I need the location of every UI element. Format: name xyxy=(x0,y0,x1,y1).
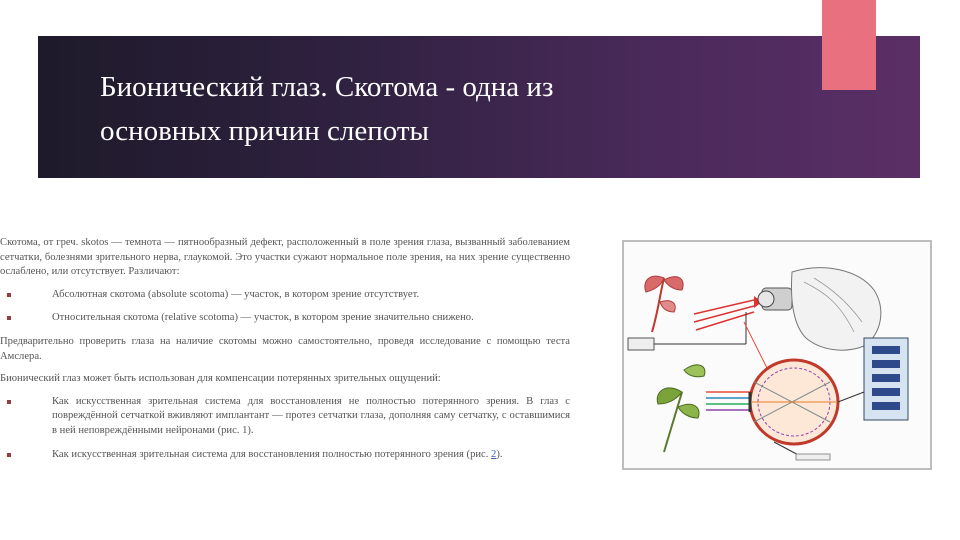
list-item xyxy=(0,448,570,463)
diagram-svg xyxy=(624,242,930,468)
slide-body xyxy=(0,236,570,471)
list-item-text: Абсолютная скотома (absolute scotoma) — участок, в котором зрение отсутствует. xyxy=(52,288,420,300)
bullet-icon xyxy=(7,400,11,404)
slide-title xyxy=(100,65,740,153)
list-item-text-after: ). xyxy=(496,448,503,460)
eyeball xyxy=(750,360,838,444)
bullet-icon xyxy=(7,316,11,320)
list-item-text: Относительная скотома (relative scotoma) — участок, в котором зрение значительно снижено. xyxy=(52,312,474,324)
title-line-1: Бионический глаз. Скотома - одна из xyxy=(100,71,554,103)
intro-paragraph: Скотома, от греч. skotos — темнота — пятнообразный дефект, расположенный в поле зрения глаза, вызванный заболеванием сетчатки, болезнями зрительного нерва, глаукомой. Это участки сужают нормальное поле зрения, на них зрение существенно ослаблено, или отсутствует. Различают: xyxy=(0,237,570,278)
check-paragraph: Предварительно проверить глаза на наличие скотомы можно самостоятельно, проведя исследование с помощью теста Амслера. xyxy=(0,335,570,362)
processor-box xyxy=(628,312,746,350)
accent-block xyxy=(822,0,876,90)
bullet-icon xyxy=(7,453,11,457)
list-item xyxy=(0,288,570,303)
list-item-text: Как искусственная зрительная система для восстановления не полностью потерянного зрения. В глаз с повреждённой сетчаткой вживляют имплантант — протез сетчатки глаза, дополняя саму сетчатку, с оставшимися в ней неповреждёнными нейронами (рис. 1). xyxy=(52,395,570,436)
figure-link[interactable]: 2 xyxy=(491,448,497,460)
bullet-icon xyxy=(7,293,11,297)
list-item-text-before: Как искусственная зрительная система для восстановления полностью потерянного зрения (рис. xyxy=(52,448,492,460)
usage-paragraph: Бионический глаз может быть использован для компенсации потерянных зрительных ощущений: xyxy=(0,373,441,385)
leaf-icon xyxy=(657,365,705,452)
caption-box xyxy=(796,454,830,460)
camera-icon xyxy=(758,288,792,310)
list-item xyxy=(0,311,570,326)
bionic-eye-diagram xyxy=(622,240,932,470)
plant-icon xyxy=(645,276,683,332)
light-rays xyxy=(694,296,762,330)
title-line-2: основных причин слепоты xyxy=(100,115,429,147)
list-item xyxy=(0,395,570,439)
